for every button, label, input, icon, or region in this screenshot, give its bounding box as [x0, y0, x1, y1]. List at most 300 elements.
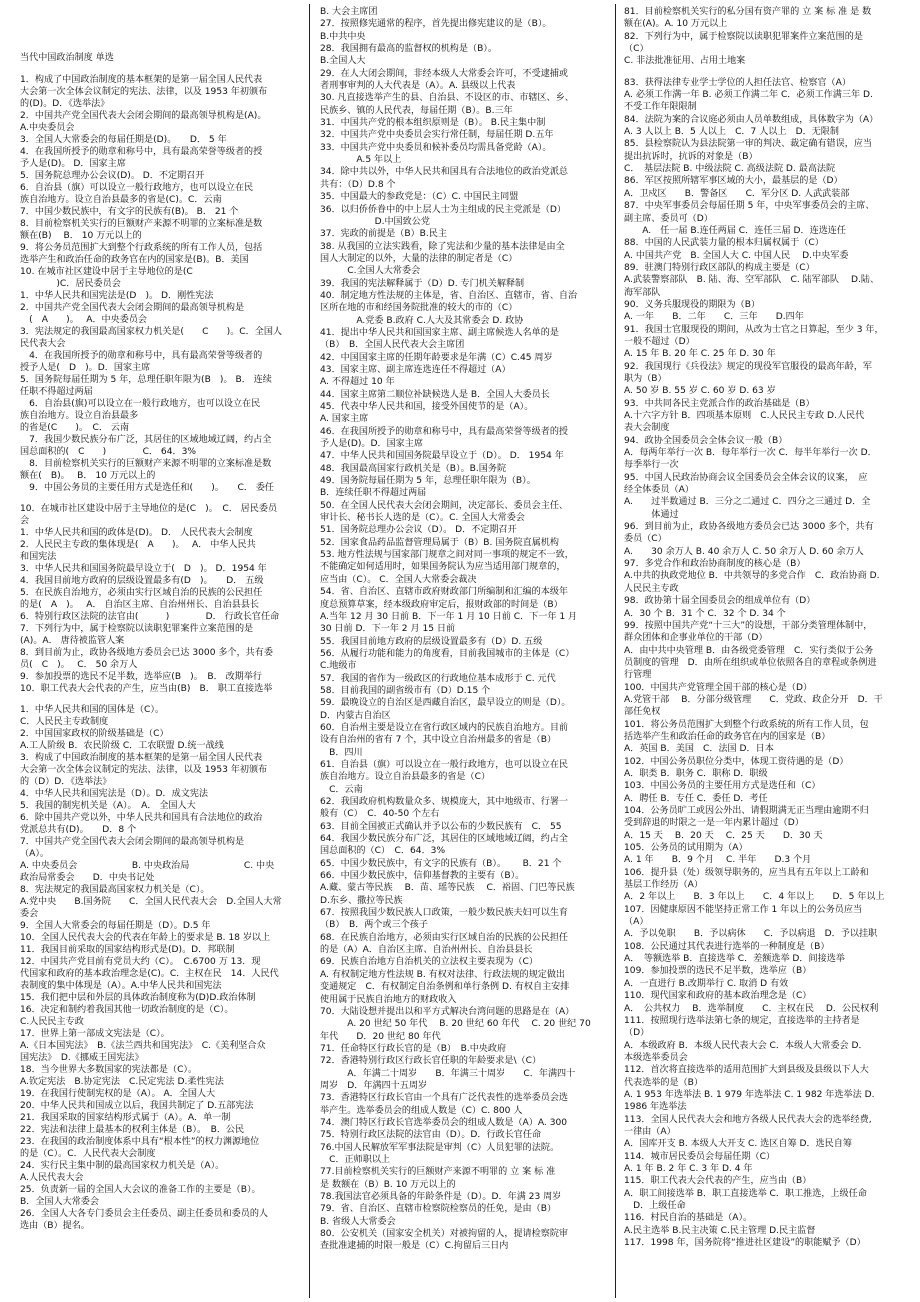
text-line: 年代 D．20 世纪 80 年代 [320, 1031, 441, 1042]
text-line: A.十六字方针 B．四项基本原则 C.人民民主专政 D.人民代 [624, 411, 865, 421]
text-line: 42．中国国家主席的任期年龄要求是年满（C）C.45 周岁 [320, 352, 553, 363]
text-line: 2．人民民主专政的集体现是( A )。 A． 中华人民共 [20, 540, 256, 550]
text-line: 设有自治州的省有 7 个，其中设立自治州最多的省是（B） [320, 735, 557, 746]
text-line: 3．全国人大常委会的每届任期是(D)。 D． 5 年 [20, 135, 227, 145]
text-line: B.中共中央 [320, 31, 366, 42]
text-line: B.全国人大 [320, 56, 366, 67]
text-line: 116．村民自治的基础是（A）。 [624, 1213, 753, 1224]
text-line: 60．自治州主要是设立在省行政区域内的民族自治地方。目前 [320, 722, 569, 733]
text-line: 行管理 [624, 670, 652, 681]
text-line: 58．目前我国的副省级市有（D）D.15 个 [320, 685, 491, 696]
text-line: 56．从履行功能和能力的角度看，目前我国城市的主体是（C） [320, 648, 575, 659]
text-line: A．30 个 B．31 个 C．32 个 D. 34 个 [624, 608, 786, 619]
text-line: B．连续任职不得超过两届 [320, 488, 427, 499]
text-line: A. 1 年 B. 2 年 C. 3 年 D. 4 年 [624, 1163, 753, 1174]
text-line: C. 非法批准征用、占用土地案 [624, 56, 746, 67]
text-line: 22．宪法和法律上最基本的权利主体是（B）。 B．公民 [20, 1125, 245, 1135]
text-line: A．予以免职 B．予以病休 C．予以病退 D．予以挂职 [624, 929, 878, 940]
text-line: 102．中国公务员职位分类中，体现工资待遇的是（D） [624, 756, 849, 767]
text-line: 112．首次将直接选举的适用范围扩大到县级及县级以下人大 [624, 1065, 869, 1076]
text-line: 65．中国少数民族中，有文字的民族有（B）。 B．21 个 [320, 858, 562, 869]
text-line: 族自治地方。设立自治县最多的省是（C） [320, 772, 491, 783]
text-line: 10. 在城市社区建设中居于主导地位的是(C [20, 267, 193, 277]
text-line: 4．在我国所授予的勋章和称号中，具有最高荣誉等级者的 [20, 351, 263, 361]
text-line: 115．职工代表大会代表的产生，应当由（B） [624, 1176, 812, 1187]
text-line: 4．中华人民共和国宪法是（D）。D．成文宪法 [20, 789, 209, 799]
text-line: 114．城市居民委员会每届任期（C） [624, 1151, 776, 1162]
text-line: 共有：（D）D.8 个 [320, 179, 396, 190]
column-middle-text [320, 6, 605, 1253]
text-line: 5．在民族自治地方，必须由实行区域自治的民族的公民担任 [20, 588, 263, 598]
text-line [20, 695, 300, 704]
text-line: 员( C )。 C． 50 余万人 [20, 660, 138, 670]
text-line: 本级选举委员会 [624, 1052, 688, 1063]
text-line: 113．全国人民代表大会和地方各级人民代表大会的选举经费, [624, 1114, 872, 1125]
text-line: 48．我国最高国家行政机关是（B）。B.国务院 [320, 463, 507, 474]
text-line: 是 数额在（B）B. 10 万元以上的 [320, 1179, 456, 1190]
text-line: 8．目前检察机关实行的巨额财产来源不明罪的立案标准是数 [20, 459, 272, 469]
text-line: 受到辞退的时限之一是一年内累计超过（D） [624, 818, 804, 829]
text-line: （A）。 [20, 849, 49, 859]
text-line: A.人民代表大会 [20, 1173, 84, 1183]
text-line: A. 20 世纪 50 年代 B. 20 世纪 60 年代 C. 20 世纪 70 [320, 1019, 591, 1030]
text-line: （C） [624, 44, 649, 55]
column-left-text [20, 74, 300, 1232]
text-line: 40．制定地方性法规的主体是，省、自治区、直辖市，省、自治 [320, 290, 578, 301]
text-line: A．聘任 B．专任 C．委任 D．考任 [624, 793, 768, 804]
text-line: 每季举行一次 [624, 460, 679, 471]
text-line: 2．中国共产党全国代表大会闭会期间的最高领导机构是 [20, 303, 245, 313]
text-line: C.人民民主专政 [20, 1017, 84, 1027]
text-line: 8．到目前为止，政协各级地方委员会已达 3000 多个，共有委 [20, 648, 273, 658]
text-line: 应当由（C）。 C．全国人大常委会裁决 [320, 574, 477, 585]
text-line: 78.我国法官必须具备的年龄条件是（D）。D．年满 23 周岁 [320, 1192, 562, 1202]
text-line: 41．提出中华人民共和国国家主席、副主席候选人名单的是 [320, 327, 559, 338]
text-line: 28．我国拥有最高的监督权的机构是（B）。 [320, 44, 497, 55]
text-line: 74．澳门特区行政长官选举委员会的组成人数是（A）A. 300 [320, 1117, 568, 1128]
text-line: A．职工间接选举 B．职工直接选举 C．职工推选，上级任命 [624, 1188, 867, 1199]
text-line: 73．香港特区行政长官由一个具有广泛代表性的选举委员会选 [320, 1093, 569, 1104]
text-line: B. 省级人大常委会 [320, 1216, 396, 1227]
text-line: 109．参加投票的选民不足半数，选举应（B） [624, 966, 812, 977]
text-line: 3．中华人民共和国国务院最早设立于( D )。 D．1954 年 [20, 564, 267, 574]
text-line: 委员（C） [624, 534, 667, 545]
text-line: 61．自治县（旗）可以设立在一般行政地方，也可以设立在民 [320, 759, 569, 770]
text-line: 国人大制定的以外，大量的法律的制定者是（C） [320, 253, 518, 264]
text-line: 周岁 D．年满四十五周岁 [320, 1080, 428, 1091]
text-line: 会 [20, 516, 30, 526]
text-line: 的是（C）。C．人民代表大会制度 [20, 1149, 156, 1159]
text-line: 额在( B)。 B． 10 万元以上的 [20, 471, 156, 481]
column-left [20, 6, 300, 1296]
text-line: 一般不超过（D） [624, 336, 695, 347]
text-line: 55．我国目前地方政府的层级设置最多有（D）D. 五级 [320, 636, 543, 647]
text-line: 19．在我国行使制宪权的是（A）。 A．全国人大 [20, 1089, 216, 1099]
text-line: B. 大会主席团 [320, 7, 378, 17]
text-line: 基层工作经历（A） [624, 880, 703, 891]
text-line: 族自治地方。设立自治县最多 [20, 411, 139, 421]
text-line: 大会第一次全体会议制定的宪法、法律，以及 1953 年初颁布 [20, 87, 268, 97]
text-line: 47．中华人民共和国国务院最早设立于（D）。 D． 1954 年 [320, 451, 564, 462]
text-line: 党派总共有(D)。 D．8 个 [20, 825, 137, 835]
text-line: 66．中国少数民族中，信仰基督教的主要有（B）。 [320, 871, 525, 882]
text-line: 5．国务院总理办公会议(D)。 D．不定期召开 [20, 171, 205, 181]
text-line: 90．义务兵服现役的期限为（B） [624, 299, 761, 310]
text-line: 81．目前检察机关实行的私分国有资产罪的 立 案 标 准 是 数 [624, 7, 872, 17]
text-line: A. 1 953 年选举法 B. 1 979 年选举法 C. 1 982 年选举法 D. [624, 1089, 875, 1100]
text-line: 62．我国政府机构数量众多、规模庞大，其中地级市、行署一 [320, 797, 569, 807]
text-line: A. 不得超过 10 年 [320, 377, 395, 388]
text-line: 69．民族自治地方自治机关的立法权主要表现为（C） [320, 957, 538, 968]
text-line: 副主席、委员可（D） [624, 213, 713, 224]
text-line: （B） B．两个或三个孩子 [320, 920, 428, 931]
text-line: 16．决定和制约着我国其他一切政治制度的是（C）。 [20, 1005, 234, 1015]
text-line: A. 过半数通过 B．三分之二通过 C．四分之三通过 D．全 [624, 497, 871, 508]
text-line: 国总面积的（C） C．64．3% [320, 846, 446, 857]
text-line: 26．全国人大各专门委员会主任委员、副主任委员和委员的人 [20, 1209, 269, 1219]
text-line: 5．国务院每届任期为 5 年，总理任职年限为(B )。 B． 连续 [20, 375, 272, 385]
text-line: 15．我们把中层和外层的具体政治制度称为(D)D.政治体制 [20, 993, 256, 1003]
text-line: 34．除中共以外，中华人民共和国具有合法地位的政治党派总 [320, 167, 569, 178]
text-line: 任职不得超过两届 [20, 387, 93, 397]
text-line: A．15 天 B．20 天 C．25 天 D．30 天 [624, 830, 823, 841]
text-line: 67．按照我国少数民族人口政策，一般少数民族夫妇可以生育 [320, 908, 569, 919]
text-line: 89．驻澳门特别行政区部队的构成主要是（C） [624, 262, 815, 273]
text-line: 不受工作年限限制 [624, 102, 697, 113]
text-line: A. 中央委员会 B. 中央政治局 C. 中央 [20, 861, 275, 871]
text-line: D．上级任命 [624, 1201, 686, 1211]
text-line: 经全体委员（A） [624, 485, 694, 496]
text-line: 国宪法》 D.《挪威王国宪法》 [20, 1053, 144, 1063]
text-line: 群众团体和企事业单位的干部（D） [624, 633, 768, 644]
text-line: 50．在全国人民代表大会闭会期间，决定部长、委员会主任、 [320, 500, 569, 511]
text-line: 87．中央军事委员会每届任期 5 年，中央军事委员会的主席、 [624, 201, 875, 212]
text-line: （B） B．全国人民代表大会主席团 [320, 340, 465, 351]
text-line: 111．按照现行选举法第七条的规定，直接选举的主持者是 [624, 1015, 860, 1026]
text-line: 52．国家食品药品监督管理局属于（B）B. 国务院直属机构 [320, 537, 559, 548]
text-line: A．英国 B．美国 C．法国 D．日本 [624, 744, 774, 755]
text-line: D.东乡、撒拉等民族 [320, 895, 403, 906]
text-line: 职为（B） [624, 373, 667, 384]
text-line: 审计长、秘书长人选的是（C）。C. 全国人大常委会 [320, 513, 525, 524]
text-line: A. 国家主席 [320, 414, 369, 425]
text-line: 95．中国人民政治协商会议全国委员会全体会议的议案， 应 [624, 472, 868, 483]
text-line: 64．我国少数民族分布广泛，其居住的区域地域辽阔，约占全 [320, 834, 569, 845]
text-line: 2．中国国家政权的阶级基础是（C） [20, 729, 169, 739]
text-line: 国总面积的( C ) C． 64．3% [20, 447, 196, 457]
text-line: A.工人阶级 B．农民阶级 C．工农联盟 D.统一战线 [20, 741, 224, 751]
text-line: )C．居民委员会 [20, 279, 121, 289]
text-line: 31．中国共产党的根本组织原则是（B）。 B.民主集中制 [320, 118, 546, 129]
text-line: （A） [624, 917, 649, 928]
text-line: 9．参加投票的选民不足半数，选举应(B )。 B． 改期举行 [20, 672, 262, 682]
text-line: 21．我国采取的国家结构形式属于（A）。A．单一制 [20, 1113, 231, 1123]
text-line: 使用属于民族自治地方的财政收入 [320, 994, 457, 1005]
text-line: B．全国人大常委会 [20, 1197, 99, 1207]
text-line: (A)。A． 唐待被监管人案 [20, 636, 125, 646]
text-line: 8．目前检察机关实行的巨额财产来源不明罪的立案标准是数 [20, 219, 263, 229]
text-line: A. 有权制定地方性法规 B. 有权对法律、行政法规的规定做出 [320, 969, 566, 980]
text-line: 一律由（A） [624, 1126, 676, 1137]
text-line: 额在(A)。A. 10 万元以上 [624, 19, 728, 30]
text-line: A.中共的执政党地位 B．中共领导的多党合作 C．政治协商 D. [624, 571, 880, 582]
text-line: 1．中华人民共和国宪法是(D )。 D．刚性宪法 [20, 291, 214, 301]
text-line: 政治局常委会 D．中央书记处 [20, 873, 155, 883]
text-line: 29．在人大闭会期间，非经本级人大常委会许可，不受逮捕或 [320, 68, 569, 79]
text-line: A．由中共中央管理 B．由各级党委管理 C．实行类似于公务 [624, 645, 874, 656]
text-line: 般有（C） C．40-50 个左右 [320, 809, 440, 820]
text-line: 者刑事审判的人大代表是（A）。A. 县级以上代表 [320, 81, 516, 92]
text-line: 25．负责新一届的全国人大会议的准备工作的主要是（B）。 [20, 1185, 261, 1195]
text-line: A. 1 年 B．9 个月 C. 半年 D.3 个月 [624, 855, 812, 866]
text-line: 32．中国共产党中央委员会实行常任制，每届任期 D.五年 [320, 130, 554, 141]
text-line: 100．中国共产党管理全国干部的核心是（D） [624, 682, 813, 693]
text-line: A． 公共权力 B．选举制度 C．主权在民 D．公民权利 [624, 1003, 879, 1014]
text-line: 族自治地方。设立自治县最多的省是(C)。C．云南 [20, 195, 222, 205]
text-line: 107．因健康原因不能坚持正常工作 1 年以上的公务员应当 [624, 904, 863, 915]
text-line: 的是（A）A．自治区主席、自治州州长、自治县县长 [320, 945, 533, 956]
text-line: A. 中国共产党 B. 全国人大 C. 中国人民 D.中央军委 [624, 250, 849, 261]
text-line: 72．香港特别行政区行政长官任职的年龄要求是\（C） [320, 1056, 542, 1067]
text-line: 1．中华人民共和国的国体是（C）。 [20, 705, 164, 715]
text-line: 提出抗诉时，抗诉的对象是（B） [624, 151, 758, 162]
text-line: 80．公安机关（国家安全机关）对被拘留的人，提请检察院审 [320, 1229, 569, 1240]
text-line: 7．中国共产党全国代表大会闭会期间的最高领导机构是 [20, 837, 245, 847]
text-line: 9．将公务员范围扩大到整个行政系统的所有工作人员，包括 [20, 243, 263, 253]
text-line: 30. 凡直接选举产生的县、自治县、不设区的市、市辖区、乡、 [320, 93, 574, 104]
text-line: C.全国人大常委会 [320, 266, 421, 277]
text-line: 的是( A )。 A． 自治区主席、自治州州长、自治县县长 [20, 600, 260, 610]
text-line: 106．提升县（处）级领导职务的，应当具有五年以上工龄和 [624, 867, 869, 878]
text-line: 79．省、自治区、直辖市检察院检察员的任免，是由（B） [320, 1204, 557, 1215]
text-line: 92．我国现行《兵役法》规定的现役军官服役的最高年龄，军 [624, 361, 873, 372]
text-line: 9．中国公务员的主要任用方式是选任和( )。 C． 委任 [20, 483, 275, 493]
text-line: A．卫戍区 B．警备区 C．军分区 D. 人武武装部 [624, 188, 850, 199]
text-line: 63．目前全国被正式确认并予以公布的少数民族有 C． 55 [320, 821, 562, 832]
text-line: A.《日本国宪法》 B.《法兰西共和国宪法》 C.《美利坚合众 [20, 1041, 266, 1051]
text-line: 部任免权 [624, 707, 661, 718]
text-line: 82．下列行为中，属于检察院以读职犯罪案件立案范围的是 [624, 31, 863, 42]
text-line: A. 一年 B．二年 C．三年 D.四年 [624, 312, 804, 323]
text-line: 代国家和政府的基本政治理念是(C)。C．主权在民 14．人民代 [20, 969, 279, 979]
text-line: 4．我国目前地方政府的层级设置最多有(D )。 D． 五级 [20, 576, 264, 586]
text-line: 43．国家主席、副主席连选连任不得超过（A） [320, 364, 511, 375]
text-line: 和国宪法 [20, 552, 57, 562]
text-line: A. 15 年 B. 20 年 C. 25 年 D. 30 年 [624, 349, 776, 360]
text-line: A. 任一届 B.连任两届 C．连任三届 D．连选连任 [624, 225, 846, 236]
text-line: 民族乡、镇的人民代表，每届任期（B）。B.三年 [320, 105, 513, 116]
text-line: 10．全国人民代表大会的代表在年龄上的要求是 B. 18 岁以上 [20, 933, 271, 943]
text-line: 39．我国的宪法解释属于（D）D. 专门机关解释制 [320, 278, 525, 289]
text-line: 10．在城市社区建设中居于主导地位的是(C )。 C． 居民委员 [20, 504, 278, 514]
text-line: 表制度的集中体现是（A）。A.中华人民共和国宪法 [20, 981, 222, 991]
text-line: 44．国家主席第二顺位补缺候选人是 B．全国人大委员长 [320, 389, 550, 400]
text-line: C.地级市 [320, 661, 357, 672]
text-line: A． 等额选举 B．直接选举 C．差额选举 D．间接选举 [624, 954, 845, 965]
text-line: 举产生。选举委员会的组成人数是（C）C. 800 人 [320, 1105, 523, 1116]
text-line: 代表选举的是（B） [624, 1077, 703, 1088]
text-line: 6．除中国共产党以外，中华人民共和国具有合法地位的政治 [20, 813, 263, 823]
text-line: 表大会制度 [624, 423, 670, 434]
text-line: A.当年 12 月 30 日前 B．下一年 1 月 10 日前 C．下一年 1 月 [320, 611, 578, 622]
text-line: 94．政协全国委员会全体会议一般（B） [624, 435, 788, 446]
text-line: 108．公民通过其代表进行选举的一种制度是（B） [624, 941, 830, 952]
text-line: 6．自治县(旗)可以设立在一般行政地方，也可以设立在民 [20, 399, 261, 409]
text-line: A.钦定宪法 B.协定宪法 C.民定宪法 D.柔性宪法 [20, 1077, 224, 1087]
text-line: 117．1998 年，国务院将“推进社区建设”的职能赋予（D） [624, 1238, 866, 1249]
text-line: 查批准逮捕的时限一般是（C）C.拘留后三日内 [320, 1241, 509, 1252]
text-line: 海军部队 [624, 287, 661, 298]
text-line: B．四川 [320, 747, 363, 758]
text-line: 98．政协第十届全国委员会的组成单位有（D） [624, 596, 816, 607]
text-line: 予人是(D)。 D．国家主席 [20, 159, 126, 169]
text-line: A.党中央 B.国务院 C．全国人民代表大会 D.全国人大常 [20, 897, 282, 907]
text-line: 18．当今世界大多数国家的宪法都是（C）。 [20, 1065, 198, 1075]
text-line: A．年满二十周岁 B．年满三十周岁 C．年满四十 [320, 1068, 576, 1079]
text-line: A.民主选举 B.民主决策 C.民主管理 D.民主监督 [624, 1225, 816, 1236]
text-line: 委会 [20, 909, 39, 919]
text-line: 度总预算草案，经本级政府审定后，报财政部的时间是（B） [320, 599, 563, 610]
text-line: 38. 从我国的立法实践看，除了宪法和少量的基本法律是由全 [320, 241, 565, 252]
text-line: 6．自治县（旗）可以设立一般行政地方，也可以设立在民 [20, 183, 254, 193]
text-line: 7．中国少数民族中，有文字的民族有(B)。 B． 21 个 [20, 207, 239, 217]
text-line: （D） [624, 1028, 650, 1039]
text-line: 85．县检察院认为县法院第一审的判决、裁定确有错误，应当 [624, 139, 873, 150]
text-line: 103．中国公务员的主要任用方式是选任和（C） [624, 781, 821, 792]
text-line: 的（D）D．《选举法》 [20, 777, 112, 787]
text-line: 37．宪政的前提是（B）B.民主 [320, 229, 447, 240]
text-line: 2．中国共产党全国代表大会闭会期间的最高领导机构是(A)。 [20, 111, 267, 121]
text-line: 12．中国共产党目前有党员大约（C）。 C.6700 万 13．现 [20, 957, 261, 967]
text-line: 104．公务员旷工或因公外出、请假期满无正当理由逾期不归 [624, 806, 869, 816]
text-line: D．内蒙古自治区 [320, 710, 391, 721]
text-line: 57．我国的省作为一级政区的行政地位基本成形于 C. 元代 [320, 673, 556, 684]
text-line: 民代表大会 [20, 339, 66, 349]
text-line: 110．现代国家和政府的基本政治理念是（C） [624, 991, 812, 1002]
document-title: 当代中国政治制度 单选 [20, 53, 114, 63]
text-line: A．2 年以上 B．3 年以上 C．4 年以上 D．5 年以上 [624, 892, 885, 903]
text-line: A．本级政府 B．本级人民代表大会 C．本级人大常委会 D． [624, 1040, 868, 1051]
text-line: 46．在我国所授予的勋章和称号中，具有最高荣誉等级者的授 [320, 426, 569, 437]
text-line: 括选举产生和政治任命的政务官在内的国家是（B） [624, 731, 831, 742]
text-line: A.党委 B.政府 C.人大及其常委会 D. 政协 [320, 315, 524, 326]
text-line: 额在(B) B． 10 万元以上的 [20, 231, 142, 241]
text-line: 变通规定 C．有权制定自治条例和单行条例 D. 有权自主安排 [320, 982, 570, 993]
text-line: 9．全国人大常委会的每届任期是（D）。D.5 年 [20, 921, 211, 931]
text-line: 11．我国目前采取的国家结构形式是(D)。D．邦联制 [20, 945, 235, 955]
text-line: 选举产生和政治任命的政务官在内的国家是(B)。B．美国 [20, 255, 249, 265]
text-line: 7．下列行为中，属于检察院以读职犯罪案件立案范围的是 [20, 624, 254, 634]
text-line: A．一直进行 B.改期举行 C. 取消 D 有效 [624, 978, 789, 989]
text-line: A．每两年举行一次 B．每年举行一次 C．每半年举行一次 D． [624, 448, 877, 459]
text-line: 84．法院为案的合议庭必须由人员单数组成，具体数字为（A） [624, 114, 879, 125]
text-line: 86．军区按照所辖军事区域的大小，最基层的是（D） [624, 176, 843, 187]
text-line: 97．多党合作和政治协商制度的核心是（B） [624, 559, 806, 570]
text-line: 4．在我国所授予的勋章和称号中，具有最高荣誉等级者的授 [20, 147, 263, 157]
text-line: 不能确定如何适用时，如果国务院认为应当适用部门规章的， [320, 562, 566, 573]
text-line: 10．职工代表大会代表的产生，应当由(B) B． 职工直接选举 [20, 684, 273, 694]
text-line: 70．大陆设想并提出以和平方式解决台湾问题的思路是在（A） [320, 1006, 575, 1017]
text-line: A．国库开支 B. 本级人大开支 C. 选区自筹 D．选民自筹 [624, 1139, 852, 1150]
text-line: 1．中华人民共和国的政体是(D)。 D． 人民代表大会制度 [20, 528, 253, 538]
text-line: A. 必须工作满一年 B. 必须工作满二年 C．必须工作满三年 D. [624, 90, 873, 101]
text-line: 99．按照中国共产党“十三大”的设想，干部分类管理体制中， [624, 620, 873, 631]
text-line: 54．省、自治区、直辖市政府财政部门所编制和汇编的本级年 [320, 587, 569, 598]
text-line: A.藏、蒙古等民族 B．苗、瑶等民族 C．裕固、门巴等民族 [320, 883, 575, 894]
column-right-text [624, 6, 902, 1249]
text-line: C． 基层法院 B. 中级法院 C. 高级法院 D. 最高法院 [624, 164, 836, 175]
text-line: 71．任命特区行政长官的是（B） B.中央政府 [320, 1043, 507, 1054]
text-line: 8．宪法规定的我国最高国家权力机关是（C）。 [20, 885, 210, 895]
text-line: 的省是(C )。 C． 云南 [20, 423, 130, 433]
text-line: 人民民主专政 [624, 583, 679, 594]
column-divider-left [309, 4, 310, 1298]
text-line: 6．特别行政区法院的法官由( ) D． 行政长官任命 [20, 612, 280, 622]
text-line: C．云南 [320, 784, 363, 795]
text-line: 27．按照修宪通常的程序，首先提出修宪建议的是（B）。 [320, 19, 552, 30]
text-line: 5．我国的制宪机关是（A）。 A． 全国人大 [20, 801, 196, 811]
text-line: 105．公务员的试用期为（A） [624, 843, 748, 854]
text-line: 51．国务院总理办公会议（D）。 D．不定期召开 [320, 525, 517, 536]
text-line: 3．宪法规定的我国最高国家权力机关是( C )。C．全国人 [20, 327, 283, 337]
text-line: 68．在民族自治地方，必须由实行区域自治的民族的公民担任 [320, 932, 569, 943]
text-line: A. 30 余万人 B. 40 余万人 C. 50 余万人 D. 60 余万人 [624, 546, 864, 557]
text-line: ( A )。 A．中央委员会 [20, 315, 148, 325]
column-right [624, 6, 902, 1296]
text-line: C．正师职以上 [320, 1154, 391, 1165]
text-line: A．职类 B．职务 C．职称 D．职级 [624, 768, 768, 779]
text-line: A.中央委员会 [20, 123, 75, 133]
text-line: A. 3 人以上 B．5 人以上 C．7 人以上 D．无限制 [624, 127, 839, 138]
text-line: 53. 地方性法规与国家部门规章之间对同一事项的规定不一致， [320, 550, 574, 561]
text-line: 体通过 [624, 509, 679, 520]
text-line: 77.目前检察机关实行的巨额财产来源不明罪的 立 案 标 准 [320, 1167, 556, 1178]
text-line: 24．实行民主集中制的最高国家权力机关是（A）。 [20, 1161, 225, 1171]
text-line: 17．世界上第一部成文宪法是（C）。 [20, 1029, 170, 1039]
text-line: 91．我国士官服现役的期间，从改为士官之日算起，至少 3 年， [624, 324, 884, 335]
text-line: 59．最晚设立的自治区是西藏自治区，最早设立的则是（D）。 [320, 698, 571, 709]
text-line: 的(D)。D．《选举法》 [20, 99, 110, 109]
text-line: 96．到目前为止，政协各级地方委员会已达 3000 多个，共有 [624, 522, 874, 533]
text-line: D.中国致公党 [320, 216, 430, 227]
text-line: 76.中国人民解放军军事法院是审判（C）人员犯罪的法院。 [320, 1142, 560, 1153]
text-line: 20．中华人民共和国成立以后，我国共制定了 D.五部宪法 [20, 1101, 254, 1111]
text-line: 93．中共同各民主党派合作的政治基础是（B） [624, 398, 815, 409]
text-line: 3．构成了中国政治制度的基本框架的是第一届全国人民代表 [20, 753, 263, 763]
text-line: 7．我国少数民族分布广泛，其居住的区域地域辽阔，约占全 [20, 435, 272, 445]
text-line: 授予人是( D )。D．国家主席 [20, 363, 151, 373]
text-line: 75．特别行政区法院的法官由（D）。D．行政长官任命 [320, 1130, 542, 1141]
text-line: 大会第一次全体会议制定的宪法、法律，以及 1953 年初颁布 [20, 765, 268, 775]
text-line: 88．中国的人民武装力量的根本归属权属于（C） [624, 238, 824, 249]
text-line: 83．获得法律专业学士学位的人担任法官、检察官（A） [624, 77, 851, 88]
text-line: 予人是(D)。D．国家主席 [320, 439, 423, 450]
text-line: 101．将公务员范围扩大到整个行政系统的所有工作人员，包 [624, 719, 869, 730]
text-line: A.党管干部 B．分部分级管理 C．党政、政企分开 D．干 [624, 694, 883, 705]
text-line: 员制度的管理 D．由所在组织或单位依照各自的章程或条例进 [624, 657, 877, 668]
text-line [20, 494, 300, 503]
text-line: 35．中国最大的参政党是：（C）C. 中国民主同盟 [320, 192, 519, 203]
text-line: A. 50 岁 B. 55 岁 C. 60 岁 D. 63 岁 [624, 386, 776, 397]
text-line: A.5 年以上 [320, 155, 402, 166]
text-line: 23．在我国的政治制度体系中具有“根本性”的权力渊源地位 [20, 1137, 260, 1147]
column-middle [320, 6, 605, 1296]
text-line: 45．代表中华人民共和国，接受外国使节的是（A）。 [320, 402, 534, 412]
text-line: C．人民民主专政制度 [20, 717, 109, 727]
text-line: 49．国务院每届任期为 5 年，总理任职年限为（B）。 [320, 476, 536, 487]
column-divider-right [615, 4, 616, 1298]
text-line: 选由（B）提名。 [20, 1221, 90, 1231]
